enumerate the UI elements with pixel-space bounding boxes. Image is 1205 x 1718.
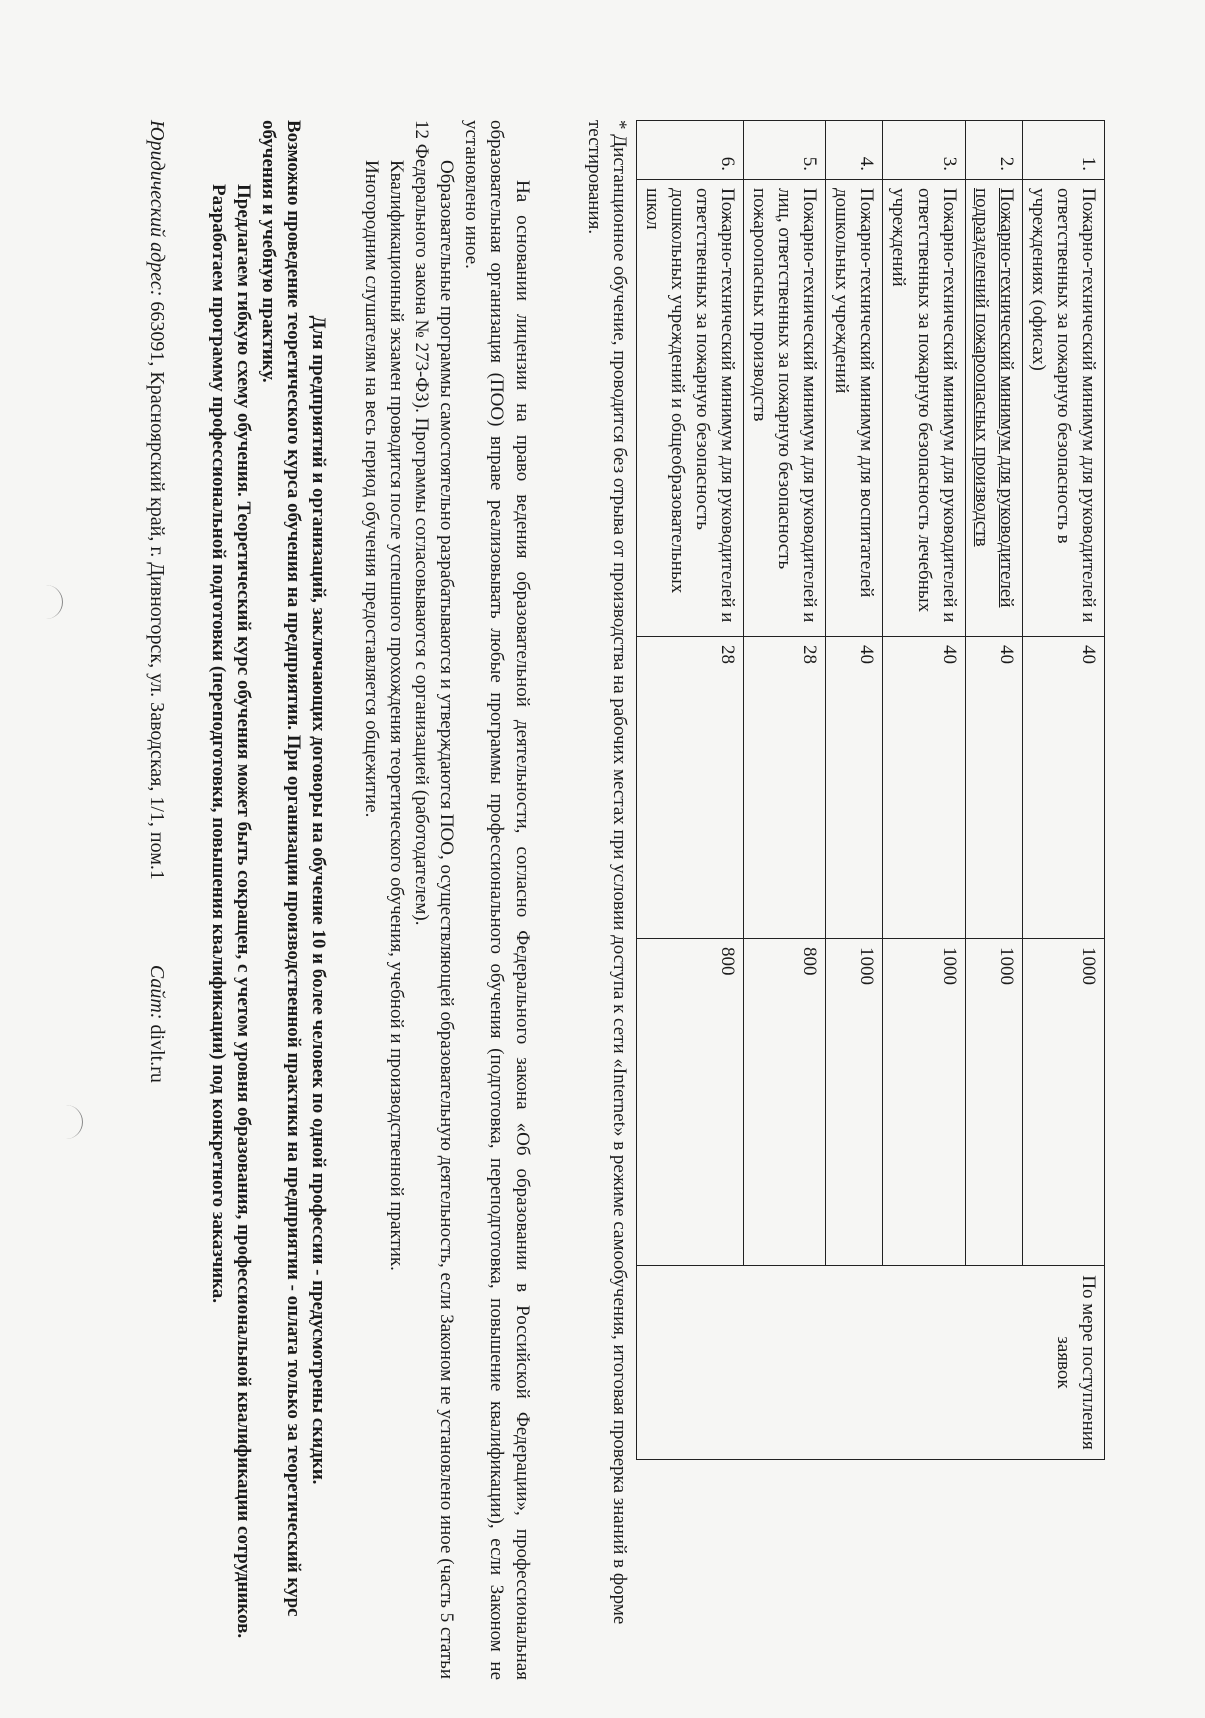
dormitory-paragraph: Иногородним слушателям на весь период обучения предоставляется общежитие. xyxy=(361,160,383,818)
course-name: Пожарно-технический минимум для руководителей и ответственных за пожарную безопасность лечебных учреждений xyxy=(883,180,965,637)
punch-hole-mark xyxy=(60,1105,83,1139)
row-number: 5. xyxy=(743,121,825,180)
courses-table xyxy=(636,120,1105,1460)
term-cell: По мере поступления заявок xyxy=(636,1266,1104,1460)
discount-notice: Для предприятий и организаций, заключающих договоры на обучение 10 и более человек по одной профессии - предусмотрены скидки. xyxy=(307,315,329,1485)
course-name: Пожарно-технический минимум для руководителей и лиц, ответственных за пожарную безопасность пожароопасных производств xyxy=(743,180,825,637)
distance-learning-footnote: * Дистанционное обучение, проводится без отрыва от производства на рабочих местах при условии доступа к сети «Internet» в режиме самообучения, итоговая проверка знаний в форме тестирования. xyxy=(583,120,630,1625)
table-row xyxy=(883,121,965,1460)
course-price: 1000 xyxy=(826,939,883,1266)
address-label: Юридический адрес: xyxy=(145,120,168,297)
document-body xyxy=(143,120,1105,1680)
contacts-line xyxy=(143,120,169,1680)
onsite-training-notice: Возможно проведение теоретического курса обучения на предприятии. При организации производственной практики на предприятии - оплата только за теоретический курс обучения и учебную практику. xyxy=(257,120,304,1617)
course-price: 800 xyxy=(743,939,825,1266)
course-hours: 40 xyxy=(826,637,883,939)
site-label: Сайт: xyxy=(145,964,168,1020)
flexible-scheme-notice: Предлагаем гибкую схему обучения. Теоретический курс обучения может быть сокращен, с учетом уровня образования, профессиональной квалификации сотрудников. xyxy=(232,184,254,1639)
legal-address: 663091, Красноярский край, г. Дивногорск, ул. Заводская, 1/1, пом.1 xyxy=(145,296,168,880)
table-row xyxy=(965,121,1022,1460)
course-name: Пожарно-технический минимум для воспитателей дошкольных учреждений xyxy=(826,180,883,637)
row-number: 1. xyxy=(1022,121,1104,180)
course-hours: 28 xyxy=(636,637,743,939)
course-price: 1000 xyxy=(1022,939,1104,1266)
table-row xyxy=(743,121,825,1460)
course-name: Пожарно-технический минимум для руководителей и ответственных за пожарную безопасность в учреждениях (офисах) xyxy=(1022,180,1104,637)
course-name: Пожарно-технический минимум для руководителей подразделений пожароопасных производств xyxy=(965,180,1022,637)
course-hours: 40 xyxy=(965,637,1022,939)
table-row xyxy=(1022,121,1104,1460)
row-number: 4. xyxy=(826,121,883,180)
programs-paragraph: Образовательные программы самостоятельно разрабатываются и утверждаются ПОО, осуществляющей образовательную деятельность, если Законом не установлено иное (часть 5 статьи 12 Федерального закона № 273-ФЗ). Программы согласовываются с организацией (работодателем). xyxy=(411,120,458,1679)
course-hours: 40 xyxy=(1022,637,1104,939)
custom-program-notice: Разработаем программу профессиональной подготовки (переподготовки, повышения квалификации) под конкретного заказчика. xyxy=(207,184,229,1304)
row-number: 6. xyxy=(636,121,743,180)
punch-hole-mark xyxy=(40,585,63,619)
site-url[interactable]: divlt.ru xyxy=(145,1019,168,1083)
row-number: 3. xyxy=(883,121,965,180)
course-price: 800 xyxy=(636,939,743,1266)
course-price: 1000 xyxy=(965,939,1022,1266)
license-paragraph: На основании лицензии на право ведения образовательной деятельности, согласно Федерального закона «Об образовании в Российской Федерации», профессиональная образовательная организация (ПОО) вправе реализовывать любые программы профессионального обучения (подготовка, переподготовка, повышение квалификации), если Законом не установлено иное. xyxy=(461,120,533,1680)
course-hours: 28 xyxy=(743,637,825,939)
course-price: 1000 xyxy=(883,939,965,1266)
row-number: 2. xyxy=(965,121,1022,180)
table-row xyxy=(636,121,743,1460)
exam-paragraph: Квалификационный экзамен проводится после успешного прохождения теоретического обучения, учебной и производственной практик. xyxy=(386,160,408,1271)
course-hours: 40 xyxy=(883,637,965,939)
course-name: Пожарно-технический минимум для руководителей и ответственных за пожарную безопасность дошкольных учреждений и общеобразовательных школ xyxy=(636,180,743,637)
table-row xyxy=(826,121,883,1460)
rotated-document xyxy=(100,40,1105,1680)
